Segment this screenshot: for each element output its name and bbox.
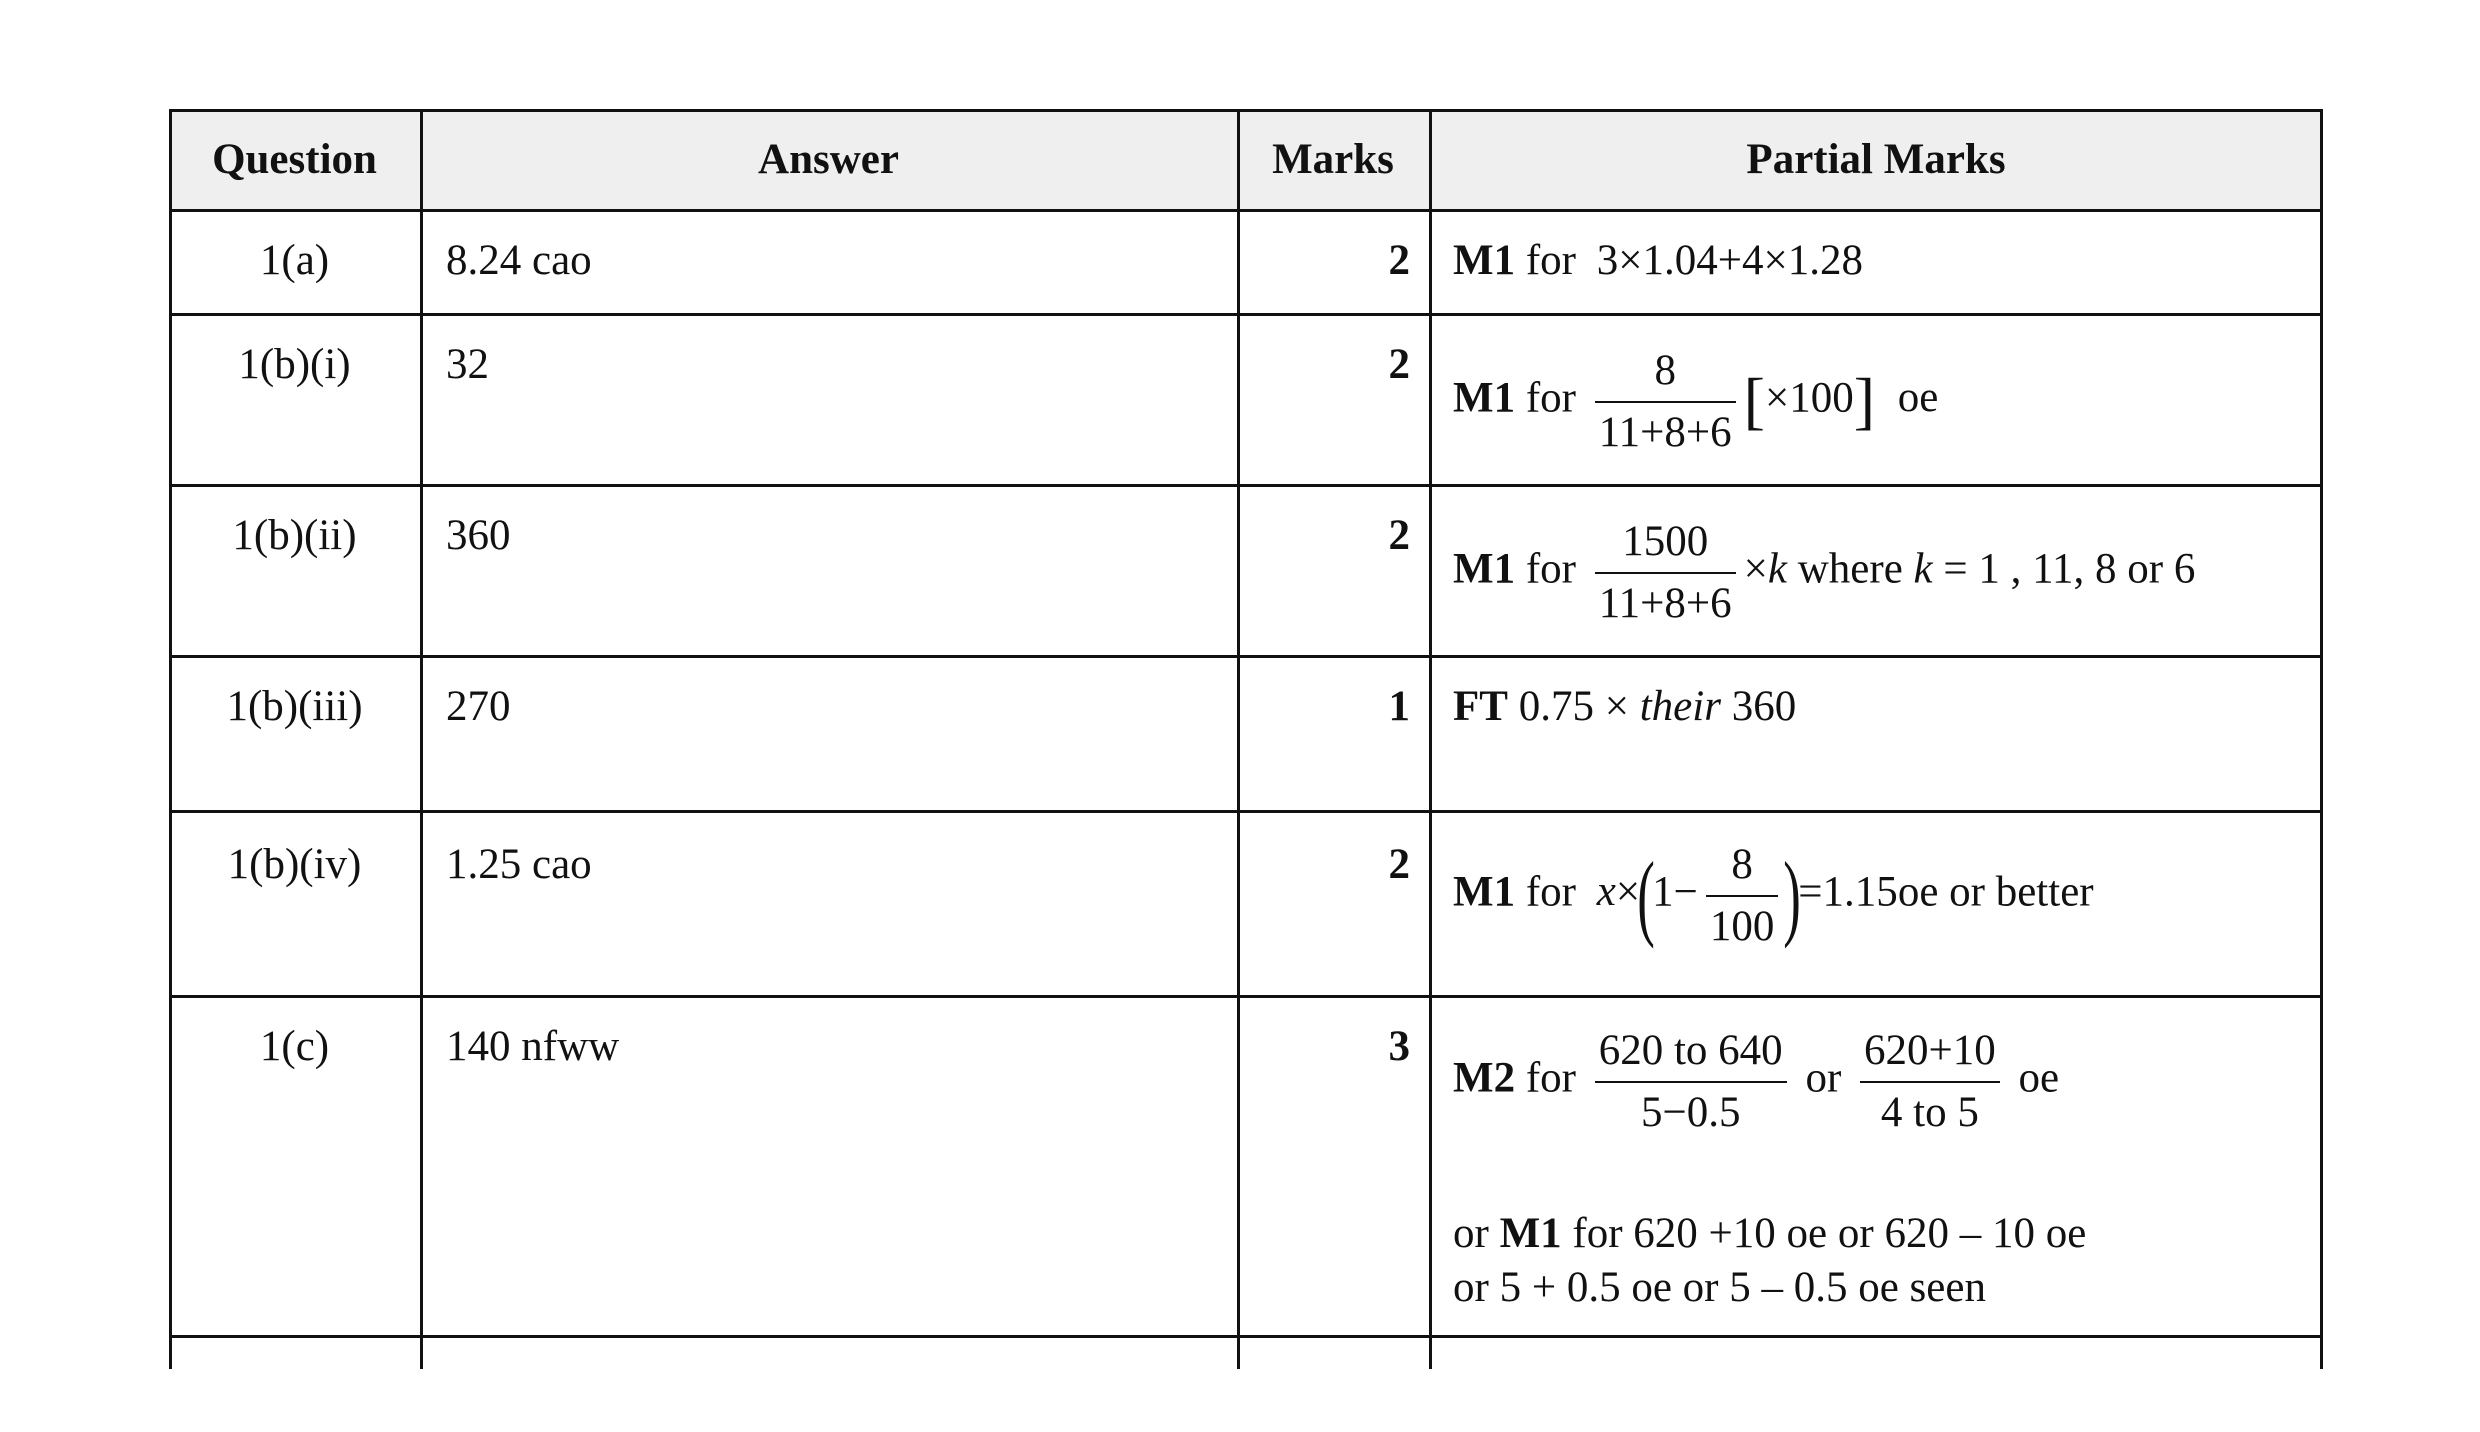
- denominator: 11+8+6: [1595, 572, 1736, 630]
- for-text: for: [1525, 545, 1576, 593]
- table-rule: [169, 313, 2323, 316]
- left-parenthesis: (: [1637, 841, 1655, 949]
- header-question: Question: [212, 136, 377, 183]
- for-text: for: [1525, 868, 1576, 916]
- header-marks: Marks: [1272, 136, 1394, 183]
- table-rule: [169, 109, 172, 1369]
- question-cell: 1(b)(iv): [227, 841, 362, 888]
- denominator: 5−0.5: [1595, 1081, 1787, 1139]
- question-cell: 1(b)(iii): [226, 683, 363, 730]
- fraction: [1595, 345, 1736, 458]
- oe-text: oe: [2018, 1054, 2060, 1102]
- denominator: 100: [1706, 895, 1779, 953]
- numerator: 620+10: [1864, 1027, 1996, 1074]
- answer-cell: 8.24 cao: [446, 237, 592, 284]
- left-bracket: [: [1743, 365, 1765, 437]
- denominator: 11+8+6: [1595, 401, 1736, 459]
- right-parenthesis: ): [1783, 841, 1802, 949]
- table-rule: [1237, 109, 1240, 1369]
- mark-scheme-table: [169, 109, 2323, 1369]
- numerator: 8: [1654, 347, 1676, 394]
- numerator: 620 to 640: [1598, 1027, 1783, 1074]
- partial-marks-cell: [1453, 235, 1863, 287]
- numerator: 8: [1731, 841, 1753, 888]
- answer-cell: 32: [446, 341, 489, 388]
- mark-code: M1: [1499, 1210, 1562, 1257]
- table-rule: [169, 995, 2323, 998]
- fraction: [1860, 1025, 2000, 1138]
- for-text: for: [1525, 1054, 1576, 1102]
- denominator: 4 to 5: [1860, 1081, 2000, 1139]
- marks-cell: 1: [1388, 683, 1410, 730]
- expression: 1−: [1652, 868, 1698, 916]
- question-cell: 1(b)(i): [238, 341, 351, 388]
- times-sign: ×: [1615, 868, 1641, 916]
- expression: 0.75 ×: [1518, 683, 1629, 730]
- alt-text: for 620 +10 oe or 620 – 10 oe: [1572, 1210, 2087, 1257]
- mark-code: M1: [1453, 237, 1516, 284]
- variable-k: k: [1913, 545, 1933, 593]
- multiplier: ×100: [1764, 374, 1854, 422]
- variable-x: x: [1596, 868, 1616, 916]
- table-rule: [2320, 109, 2323, 1369]
- answer-cell: 270: [446, 683, 511, 730]
- their-text: their: [1639, 683, 1721, 730]
- numerator: 1500: [1622, 518, 1709, 565]
- for-text: for: [1525, 237, 1576, 284]
- mark-code: M1: [1453, 868, 1516, 916]
- alt-line-1: [1453, 1207, 2086, 1261]
- mark-code: M1: [1453, 374, 1516, 422]
- table-rule: [169, 655, 2323, 658]
- oe-text: oe: [1897, 374, 1939, 422]
- times-sign: ×: [1743, 545, 1768, 593]
- marks-cell: 2: [1388, 341, 1410, 388]
- table-rule: [420, 109, 423, 1369]
- partial-marks-cell: [1453, 516, 2195, 629]
- partial-marks-cell: [1453, 345, 1938, 458]
- k-values: = 1 , 11, 8 or 6: [1943, 545, 2196, 593]
- or-text: or: [1453, 1210, 1489, 1257]
- table-rule: [169, 109, 2323, 112]
- where-text: where: [1797, 545, 1903, 593]
- alt-line-2: or 5 + 0.5 oe or 5 – 0.5 oe seen: [1453, 1264, 1986, 1311]
- alternative-method: [1453, 1207, 2086, 1315]
- for-text: for: [1525, 374, 1576, 422]
- partial-marks-cell: [1453, 1025, 2059, 1138]
- mark-code: M1: [1453, 545, 1516, 593]
- fraction: [1595, 1025, 1787, 1138]
- result: =1.15: [1798, 868, 1898, 916]
- question-cell: 1(b)(ii): [232, 512, 357, 559]
- answer-cell: 360: [446, 512, 511, 559]
- question-cell: 1(a): [259, 237, 330, 284]
- table-rule: [169, 810, 2323, 813]
- table-rule: [1429, 109, 1432, 1369]
- tail-text: oe or better: [1897, 868, 2094, 916]
- marks-cell: 2: [1388, 841, 1410, 888]
- expression: 3×1.04+4×1.28: [1596, 237, 1863, 284]
- variable-k: k: [1767, 545, 1787, 593]
- fraction: [1595, 516, 1736, 629]
- question-cell: 1(c): [259, 1023, 330, 1070]
- table-rule: [169, 484, 2323, 487]
- mark-code: FT: [1453, 683, 1508, 730]
- partial-marks-cell: [1453, 681, 1796, 733]
- header-partial-marks: Partial Marks: [1746, 136, 2006, 183]
- answer-cell: 140 nfww: [446, 1023, 620, 1070]
- partial-marks-cell: [1453, 839, 2094, 952]
- marks-cell: 3: [1388, 1023, 1410, 1070]
- right-bracket: ]: [1853, 365, 1876, 437]
- answer-cell: 1.25 cao: [446, 841, 592, 888]
- fraction: [1706, 839, 1779, 952]
- marks-cell: 2: [1388, 237, 1410, 284]
- or-text: or: [1805, 1054, 1842, 1102]
- table-rule: [169, 209, 2323, 212]
- table-rule: [169, 1335, 2323, 1338]
- mark-code: M2: [1453, 1054, 1516, 1102]
- header-answer: Answer: [758, 136, 899, 183]
- marks-cell: 2: [1388, 512, 1410, 559]
- expression: 360: [1731, 683, 1797, 730]
